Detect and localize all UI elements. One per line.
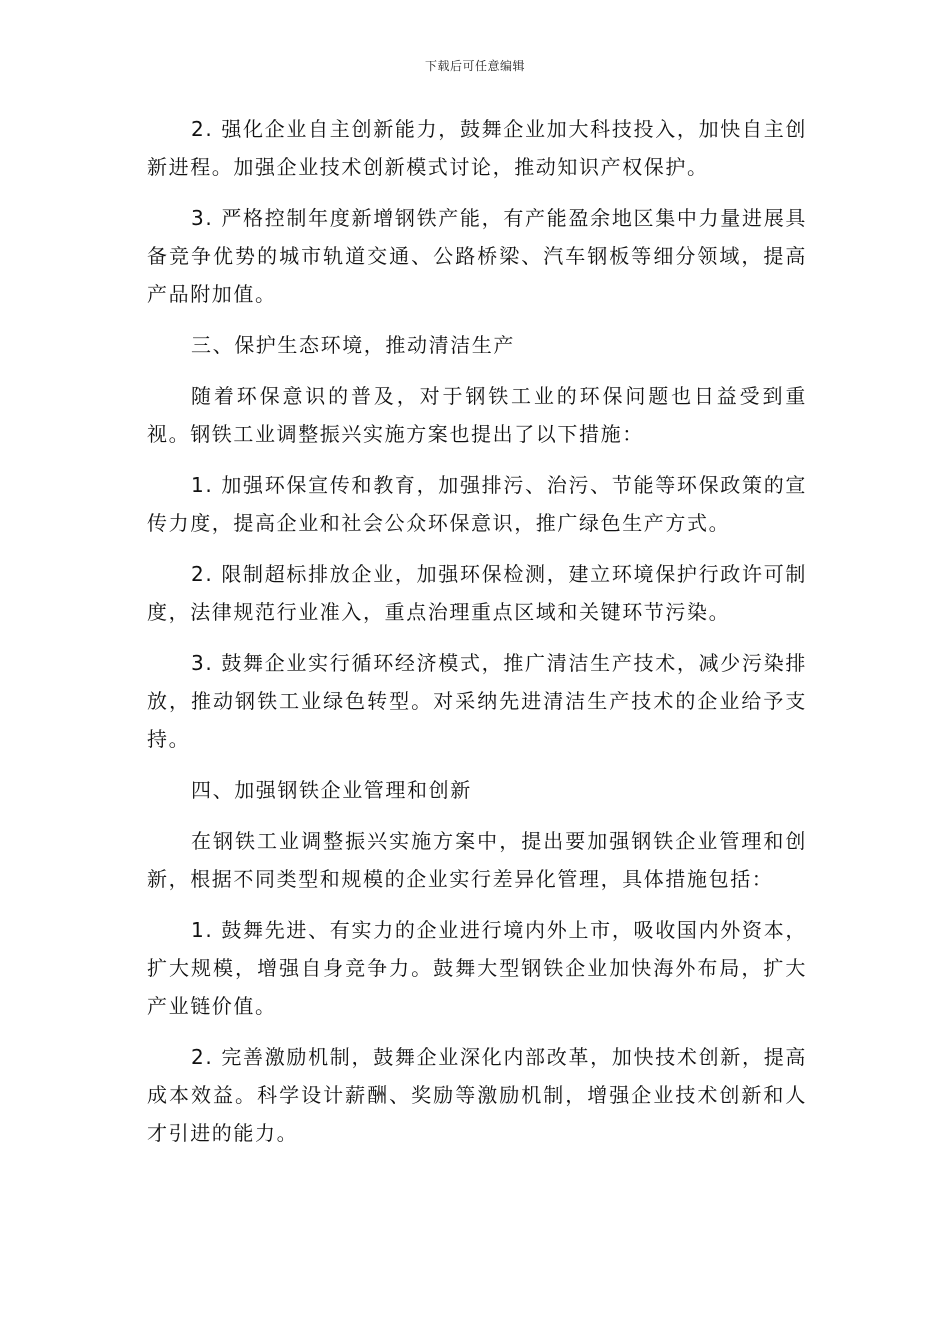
page-header: 下载后可任意编辑 [424,59,525,73]
paragraph-env-measure-2: 2. 限制超标排放企业，加强环保检测，建立环境保护行政许可制度，法律规范行业准入，重点治理重点区域和关键环节污染。 [147,562,807,624]
paragraph-mgmt-measure-2: 2. 完善激励机制，鼓舞企业深化内部改革，加快技术创新，提高成本效益。科学设计薪酬、奖励等激励机制，增强企业技术创新和人才引进的能力。 [147,1045,807,1145]
paragraph-management-intro: 在钢铁工业调整振兴实施方案中，提出要加强钢铁企业管理和创新，根据不同类型和规模的企业实行差异化管理，具体措施包括： [147,829,807,891]
section-heading-ecology: 三、保护生态环境，推动清洁生产 [191,333,515,357]
paragraph-env-measure-1: 1. 加强环保宣传和教育，加强排污、治污、节能等环保政策的宣传力度，提高企业和社会公众环保意识，推广绿色生产方式。 [147,473,807,535]
section-heading-management: 四、加强钢铁企业管理和创新 [191,778,472,802]
paragraph-mgmt-measure-1: 1. 鼓舞先进、有实力的企业进行境内外上市，吸收国内外资本，扩大规模，增强自身竞争力。鼓舞大型钢铁企业加快海外布局，扩大产业链价值。 [147,918,807,1018]
paragraph-measure-2-innovation: 2. 强化企业自主创新能力，鼓舞企业加大科技投入，加快自主创新进程。加强企业技术创新模式讨论，推动知识产权保护。 [147,117,807,179]
document-body [147,110,807,1152]
paragraph-environment-intro: 随着环保意识的普及，对于钢铁工业的环保问题也日益受到重视。钢铁工业调整振兴实施方案也提出了以下措施： [147,384,807,446]
paragraph-measure-3-capacity: 3. 严格控制年度新增钢铁产能，有产能盈余地区集中力量进展具备竞争优势的城市轨道交通、公路桥梁、汽车钢板等细分领域，提高产品附加值。 [147,206,807,306]
paragraph-env-measure-3: 3. 鼓舞企业实行循环经济模式，推广清洁生产技术，减少污染排放，推动钢铁工业绿色转型。对采纳先进清洁生产技术的企业给予支持。 [147,651,807,751]
